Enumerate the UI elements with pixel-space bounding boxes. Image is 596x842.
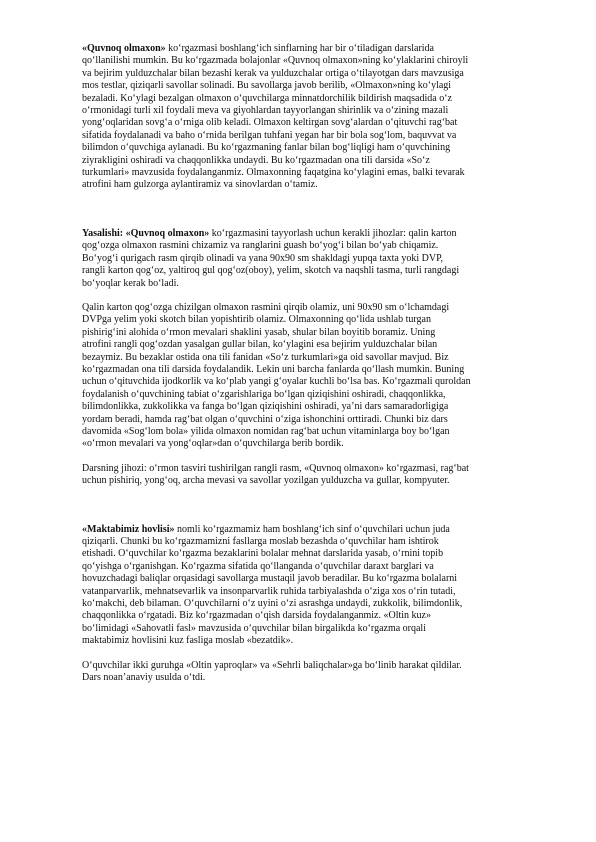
paragraph-spacer — [82, 451, 522, 463]
paragraph-text: nomli ko‘rgazmamiz ham boshlang‘ich sinf o‘quvchilari uchun juda qiziqarli. Chunki bu ko‘rgazmamizni fasllarga moslab bezashda o‘quvchilar ham ishtirok etishadi. O‘quvchilar ko‘rgazma bezaklarini bolalar mehnat darslarida yasab, o‘rnini topib qo‘yishga o‘rganishgan. Ko‘rgazma sifatida qo‘llanganda o‘quvchilar daraxt barglari va hovuzchadagi baliqlar orqasidagi savollarga mustaqil javob beradilar. Bu ko‘rgazma bolalarni vatanparvarlik, mehnatsevarlik va insonparvarlik ruhida tarbiyalashda o‘ziga xos o‘rin tutadi, ko‘makchi, deb bilaman. O‘quvchilarni o‘z uyini o‘zi asrashga undaydi, zukkolik, bilimdonlik, chaqqonlikka o‘rgatadi. Biz ko‘rgazmadan o‘qish darsida foydalanganmiz. «Oltin kuz» bo‘limidagi «Sahovatli fasl» mavzusida o‘quvchilar bilan birgalikda ko‘rgazma orqali maktabimiz hovlisini kuz fasliga moslab «bezatdik». — [82, 523, 463, 647]
paragraph-qalin-karton: Qalin karton qog‘ozga chizilgan olmaxon rasmini qirqib olamiz, uni 90x90 sm o‘lchamdagi DVPga yelim yoki skotch bilan yopishtirib olamiz. Olmaxonning qo‘lida ushlab turgan pishirig‘ini alohida o‘rmon mevalari shaklini yasab, shular bilan boyitib boramiz. Uning atrofini rangli qog‘ozdan yasalgan gullar bilan, ko‘ylagini esa bejirim yulduzchalar bilan bezaymiz. Bu bezaklar ostida ona tili fanidan «So‘z turkumlari»ga oid savollar mavjud. Biz ko‘rgazmadan ona tili darsida foydalandik. Lekin uni barcha fanlarda qo‘llash mumkin. Buning uchun o‘qituvchida ijodkorlik va ko‘plab yangi g‘oyalar kuchli bo‘lsa bas. Ko‘rgazmali quroldan foydalanish o‘quvchining tabiat o‘zgarishlariga bo‘lgan qiziqishini oshiradi, chaqqonlikka, bilimdonlikka, zukkolikka va fanga bo‘lgan qiziqishini oshiradi, ya’ni dars samaradorligiga yordam beradi, hamda rag‘bat olgan o‘quvchini o‘ziga ishonchini orttiradi. Chunki biz dars davomida «Sog‘lom bola» yilida olmaxon nomidan rag‘bat uchun vitaminlarga boy bo‘lgan «o‘rmon mevalari va yong‘oqlar»dan o‘quvchilarga berib bordik. — [82, 301, 471, 450]
paragraph-quvnoq-olmaxon-intro — [82, 43, 522, 192]
section-title-maktabimiz-hovlisi: «Maktabimiz hovlisi» — [82, 523, 175, 535]
paragraph-yasalishi — [82, 228, 522, 290]
paragraph-text: ko‘rgazmasini tayyorlash uchun kerakli jihozlar: qalin karton qog‘ozga olmaxon rasmini chizamiz va ranglarini guash bo‘yog‘i bilan bo‘yab chiqamiz. Bo‘yog‘i qurigach rasm qirqib olinadi va yana 90x90 sm shakldagi yupqa taxta yoki DVP, rangli karton qog‘oz, yaltiroq gul qog‘oz(oboy), yelim, skotch va naqshli tasma, turli rangdagi bo‘yoqlar kerak bo‘ladi. — [82, 227, 460, 289]
paragraph-text: ko‘rgazmasi boshlang‘ich sinflarning har bir o‘tiladigan darslarida qo‘llanilishi mumkin. Bu ko‘rgazmada bolajonlar «Quvnoq olmaxon»ning ko‘ylaklarini chiroyli va bejirim yulduzchalar bilan bezashi kerak va yulduzchalar ortiga o‘tilayotgan dars mavzusiga mos testlar, qiziqarli savollar solinadi. Bu savollarga javob berilib, «Olmaxon»ning ko‘ylagi bezaladi. Ko‘ylagi bezalgan olmaxon o‘quvchilarga minnatdorchilik bildirish maqsadida o‘z o‘rmonidagi turli xil foydali meva va giyohlardan tayyorlangan shirinlik va o‘zining mazali yong‘oqlaridan sovg‘a o‘rniga olib keladi. Olmaxon keltirgan sovg‘alardan o‘qituvchi rag‘bat sifatida foydalanadi va baho o‘rnida berilgan tuhfani yegan har bir bola sog‘lom, baquvvat va bilimdon o‘quvchiga aylanadi. Bu ko‘rgazmaning fanlar bilan bog‘liqligi ham o‘quvchining ziyrakligini oshiradi va chaqqonlikka undaydi. Bu ko‘rgazmadan ona tili darsida «So‘z turkumlari» mavzusida foydalanganmiz. Olmaxonning faqatgina ko‘ylagini emas, balki tevarak atrofini ham gulzorga aylantiramiz va sinovlardan o‘tamiz. — [82, 43, 469, 191]
paragraph-spacer — [82, 290, 522, 302]
paragraph-spacer — [82, 648, 522, 660]
paragraph-maktabimiz-hovlisi — [82, 524, 522, 648]
paragraph-guruhlar: O‘quvchilar ikki guruhga «Oltin yaproqlar» va «Sehrli baliqchalar»ga bo‘linib harakat qildilar. Dars noan’anaviy usulda o‘tdi. — [82, 659, 462, 684]
paragraph-darsning-jihozi: Darsning jihozi: o‘rmon tasviri tushirilgan rangli rasm, «Quvnoq olmaxon» ko‘rgazmasi, rag‘bat uchun pishiriq, yong‘oq, archa mevasi va savollar yozilgan yulduzcha va gullar, kompyuter. — [82, 462, 469, 487]
section-spacer — [82, 488, 522, 524]
section-spacer — [82, 192, 522, 228]
document-page — [82, 43, 522, 684]
section-title-quvnoq-olmaxon: «Quvnoq olmaxon» — [82, 43, 166, 54]
section-title-yasalishi: Yasalishi: «Quvnoq olmaxon» — [82, 227, 210, 239]
